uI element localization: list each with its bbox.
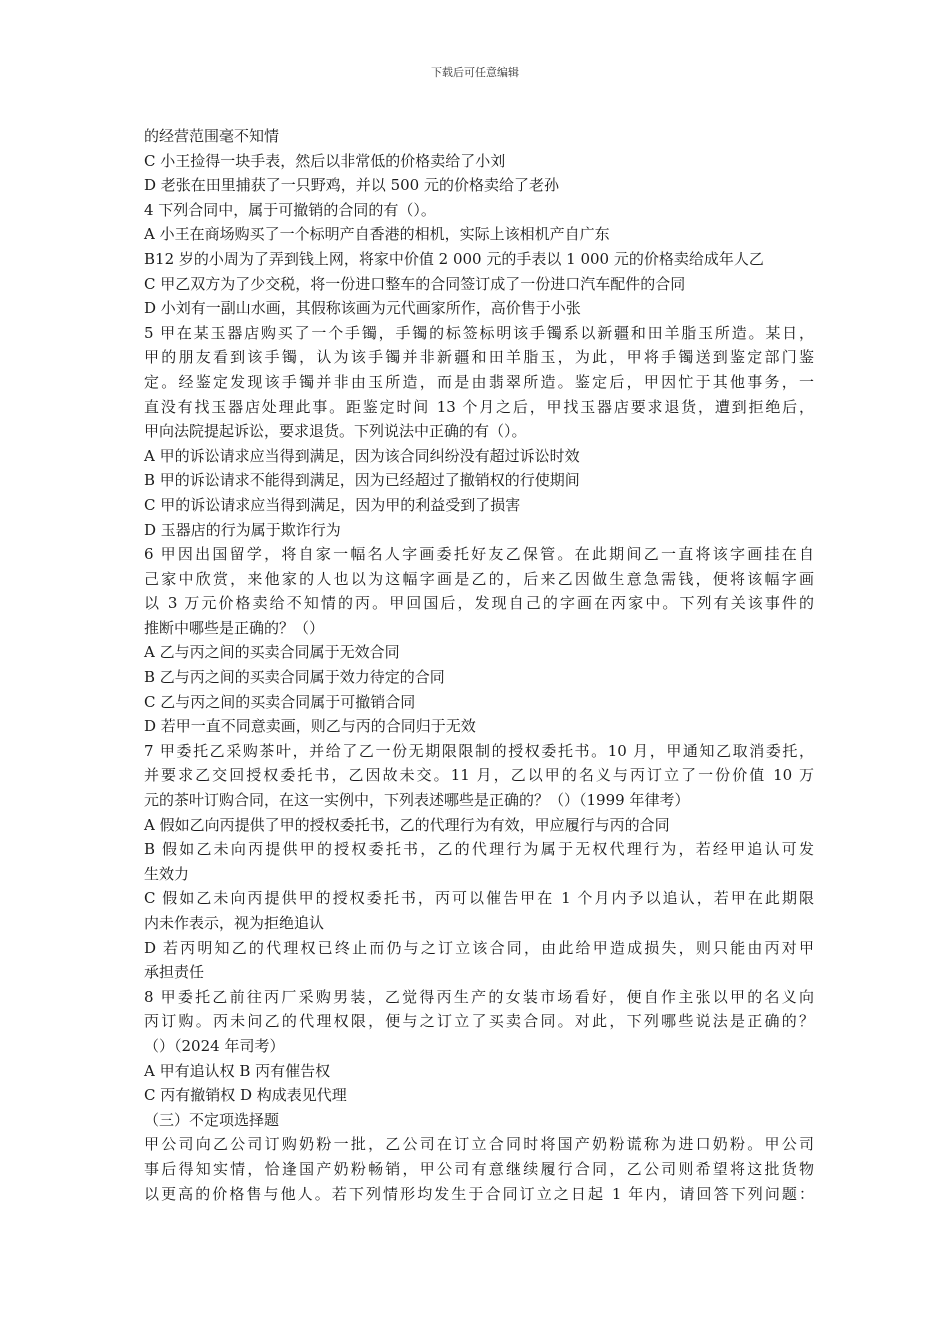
text-line: D 老张在田里捕获了一只野鸡，并以 500 元的价格卖给了老孙 [144, 176, 559, 195]
text-line: 承担责任 [144, 963, 205, 982]
text-line: 的经营范围毫不知情 [144, 127, 280, 145]
text-line: C 假如乙未向丙提供甲的授权委托书，丙可以催告甲在 1 个月内予以追认，若甲在此期限 [144, 889, 814, 908]
text-line: 推断中哪些是正确的？（） [144, 618, 325, 637]
text-line: D 若丙明知乙的代理权已终止而仍与之订立该合同，由此给甲造成损失，则只能由丙对甲 [144, 938, 814, 957]
text-line: B 假如乙未向丙提供甲的授权委托书，乙的代理行为属于无权代理行为，若经甲追认可发 [144, 840, 814, 859]
text-line: 6 甲因出国留学，将自家一幅名人字画委托好友乙保管。在此期间乙一直将该字画挂在自 [144, 545, 814, 564]
text-line: 8 甲委托乙前往丙厂采购男装，乙觉得丙生产的女装市场看好，便自作主张以甲的名义向 [144, 987, 814, 1006]
text-line: 以更高的价格售与他人。若下列情形均发生于合同订立之日起 1 年内，请回答下列问题： [144, 1184, 814, 1203]
text-line: A 甲的诉讼请求应当得到满足，因为该合同纠纷没有超过诉讼时效 [144, 446, 580, 465]
text-line: 定。经鉴定发现该手镯并非由玉所造，而是由翡翠所造。鉴定后，甲因忙于其他事务，一 [144, 372, 814, 391]
text-line: D 小刘有一副山水画，其假称该画为元代画家所作，高价售于小张 [144, 299, 581, 318]
text-line: B12 岁的小周为了弄到钱上网，将家中价值 2 000 元的手表以 1 000 元的价格卖给成年人乙 [144, 249, 764, 268]
text-line: A 甲有追认权 B 丙有催告权 [144, 1061, 331, 1080]
text-line: 丙订购。丙未问乙的代理权限，便与之订立了买卖合同。对此，下列哪些说法是正确的？ [144, 1012, 814, 1031]
text-line: A 小王在商场购买了一个标明产自香港的相机，实际上该相机产自广东 [144, 225, 610, 244]
text-line: A 假如乙向丙提供了甲的授权委托书，乙的代理行为有效，甲应履行与丙的合同 [144, 815, 670, 834]
page-header: 下载后可任意编辑 [431, 66, 519, 79]
text-line: 甲公司向乙公司订购奶粉一批，乙公司在订立合同时将国产奶粉谎称为进口奶粉。甲公司 [144, 1135, 814, 1154]
text-line: 以 3 万元价格卖给不知情的丙。甲回国后，发现自己的字画在丙家中。下列有关该事件的 [144, 594, 814, 613]
text-line: 生效力 [144, 864, 190, 883]
text-line: 内未作表示，视为拒绝追认 [144, 914, 325, 932]
text-line: 4 下列合同中，属于可撤销的合同的有（）。 [144, 200, 436, 219]
text-line: （）（2024 年司考） [144, 1036, 285, 1055]
text-line: （三）不定项选择题 [144, 1110, 280, 1129]
text-line: 7 甲委托乙采购茶叶，并给了乙一份无期限限制的授权委托书。10 月，甲通知乙取消委托， [144, 741, 814, 760]
text-line: C 小王捡得一块手表，然后以非常低的价格卖给了小刘 [144, 151, 506, 170]
text-line: C 甲的诉讼请求应当得到满足，因为甲的利益受到了损害 [144, 495, 521, 514]
text-line: 甲的朋友看到该手镯，认为该手镯并非新疆和田羊脂玉，为此，甲将手镯送到鉴定部门鉴 [144, 348, 814, 367]
text-line: 元的茶叶订购合同，在这一实例中，下列表述哪些是正确的？（）（1999 年律考） [144, 791, 690, 810]
text-line: B 甲的诉讼请求不能得到满足，因为已经超过了撤销权的行使期间 [144, 471, 580, 490]
text-line: 并要求乙交回授权委托书，乙因故未交。11 月，乙以甲的名义与丙订立了一份价值 10 万 [144, 766, 814, 785]
text-line: 己家中欣赏，来他家的人也以为这幅字画是乙的，后来乙因做生意急需钱，便将该幅字画 [144, 569, 814, 588]
text-line: 甲向法院提起诉讼，要求退货。下列说法中正确的有（）。 [144, 422, 527, 441]
text-line: 5 甲在某玉器店购买了一个手镯，手镯的标签标明该手镯系以新疆和田羊脂玉所造。某日， [144, 323, 814, 342]
text-line: C 丙有撤销权 D 构成表见代理 [144, 1086, 347, 1105]
text-line: D 若甲一直不同意卖画，则乙与丙的合同归于无效 [144, 717, 476, 736]
text-line: B 乙与丙之间的买卖合同属于效力待定的合同 [144, 668, 445, 687]
text-line: C 乙与丙之间的买卖合同属于可撤销合同 [144, 692, 416, 711]
text-line: 直没有找玉器店处理此事。距鉴定时间 13 个月之后，甲找玉器店要求退货，遭到拒绝后， [144, 397, 814, 416]
text-line: D 玉器店的行为属于欺诈行为 [144, 520, 341, 539]
text-line: C 甲乙双方为了少交税，将一份进口整车的合同签订成了一份进口汽车配件的合同 [144, 274, 686, 293]
document-body [144, 124, 814, 1206]
text-line: A 乙与丙之间的买卖合同属于无效合同 [144, 643, 400, 662]
text-line: 事后得知实情，恰逢国产奶粉畅销，甲公司有意继续履行合同，乙公司则希望将这批货物 [144, 1159, 814, 1178]
